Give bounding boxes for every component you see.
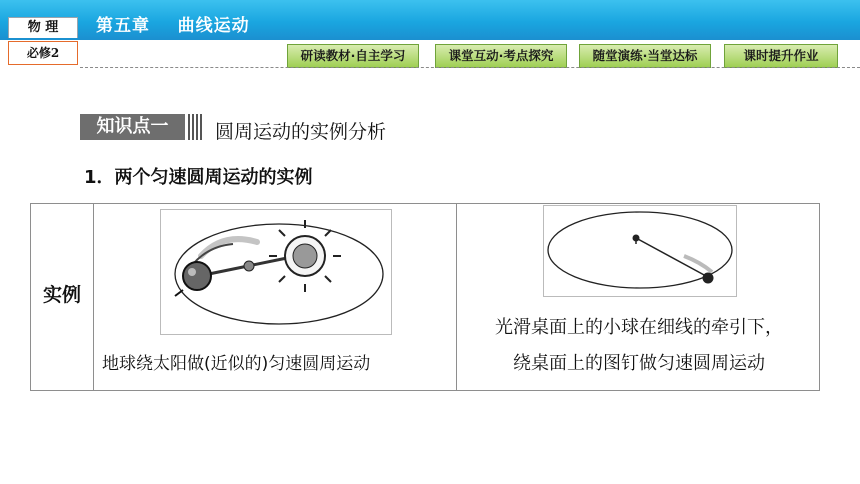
row-header-label: 实例 (42, 284, 81, 306)
row-header-cell (31, 204, 94, 391)
nav-button-self-study[interactable]: 研读教材·自主学习 (287, 44, 419, 68)
examples-table (30, 203, 820, 391)
earth-icon (175, 262, 211, 296)
knowledge-point-title: 圆周运动的实例分析 (215, 121, 387, 143)
subject-tab: 物 理 (8, 17, 78, 38)
example-caption-ball-pin (461, 310, 817, 382)
knowledge-point-stripes (188, 114, 204, 140)
section-heading: 1．两个匀速圆周运动的实例 (84, 167, 313, 188)
knowledge-point-label: 知识点一 (80, 114, 185, 140)
example-caption-ball-pin-line-2: 绕桌面上的图钉做匀速圆周运动 (513, 353, 765, 374)
nav-button-homework[interactable]: 课时提升作业 (724, 44, 838, 68)
ball-orbit-drawing (544, 206, 736, 296)
nav-button-practice[interactable]: 随堂演练·当堂达标 (579, 44, 711, 68)
earth-sun-illustration (160, 209, 392, 335)
nav-button-classroom-interaction[interactable]: 课堂互动·考点探究 (435, 44, 567, 68)
earth-orbit-drawing (161, 210, 391, 334)
example-cell-earth-sun (94, 204, 457, 391)
chapter-title: 第五章 曲线运动 (96, 16, 250, 36)
section-nav (0, 44, 860, 68)
header-divider (80, 67, 860, 68)
example-caption-earth-sun: 地球绕太阳做(近似的)匀速圆周运动 (102, 354, 371, 374)
ball-pin-illustration (543, 205, 737, 297)
sun-icon (269, 220, 341, 292)
ball-icon (703, 273, 714, 284)
example-cell-ball-pin (457, 204, 820, 391)
pin-icon (633, 235, 640, 245)
book-tab: 必修2 (8, 41, 78, 65)
example-caption-ball-pin-line-1: 光滑桌面上的小球在细线的牵引下， (495, 317, 783, 338)
